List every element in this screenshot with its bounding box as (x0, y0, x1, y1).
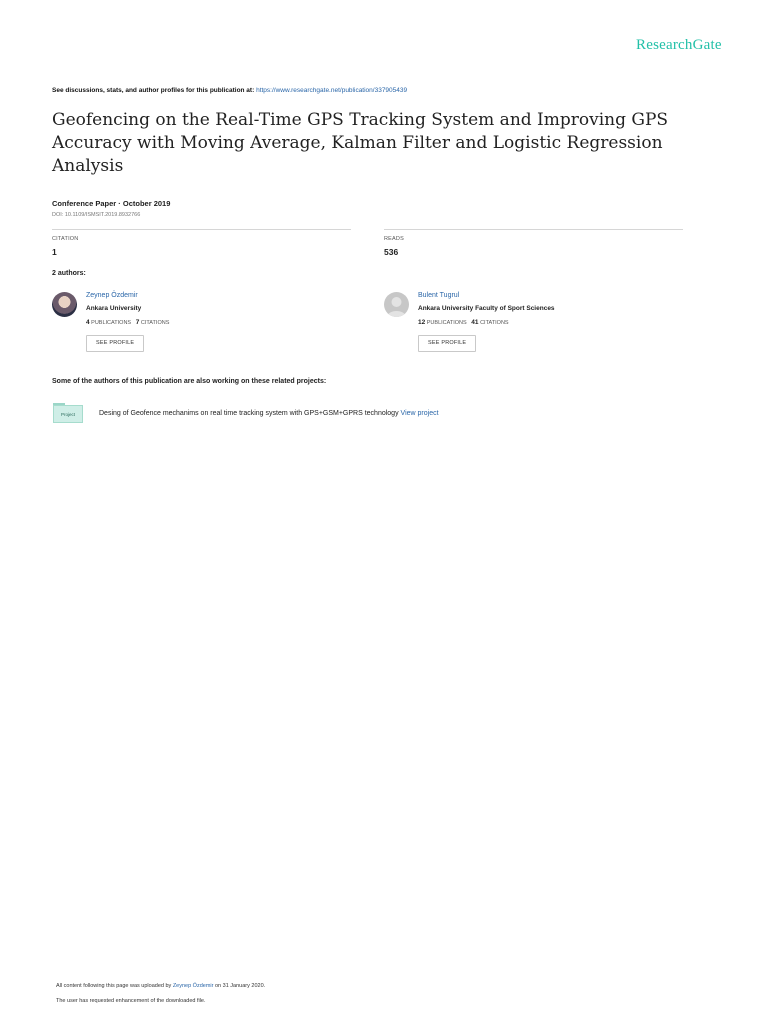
publications-count: 12 (418, 319, 426, 326)
citation-label: CITATION (52, 236, 79, 242)
publication-url-link[interactable]: https://www.researchgate.net/publication/337905439 (256, 87, 408, 94)
citations-count: 7 (135, 319, 140, 326)
doi-text: DOI: 10.1109/ISMSIT.2019.8932766 (52, 212, 141, 218)
publication-url-line (52, 87, 407, 94)
reads-divider (384, 229, 683, 230)
upload-suffix: on 31 January 2020. (215, 983, 266, 989)
author-stats (418, 319, 509, 326)
see-discussions-text: See discussions, stats, and author profiles for this publication at: (52, 87, 255, 94)
paper-title: Geofencing on the Real-Time GPS Tracking System and Improving GPS Accuracy with Moving Average, Kalman Filter and Logistic Regression Analysis (52, 110, 669, 176)
authors-heading: 2 authors: (52, 270, 86, 277)
citation-count: 1 (52, 247, 57, 257)
citations-count: 41 (471, 319, 479, 326)
upload-note (56, 983, 265, 989)
publications-label: PUBLICATIONS (91, 320, 132, 326)
project-folder-icon (53, 403, 83, 423)
publications-count: 4 (86, 319, 90, 326)
citations-label: CITATIONS (140, 320, 170, 326)
citation-divider (52, 229, 351, 230)
project-title: Desing of Geofence mechanims on real time tracking system with GPS+GSM+GPRS technology (99, 410, 399, 417)
author-stats (86, 319, 169, 326)
view-project-link[interactable]: View project (400, 410, 439, 417)
reads-label: READS (384, 236, 404, 242)
related-projects-heading: Some of the authors of this publication are also working on these related projects: (52, 378, 327, 385)
person-icon (384, 292, 409, 317)
author-name-link[interactable]: Bulent Tugrul (418, 292, 460, 299)
project-icon-label: Project (53, 405, 83, 423)
related-project-item (99, 410, 439, 417)
uploader-link[interactable]: Zeynep Özdemir (172, 983, 214, 989)
see-profile-button[interactable]: SEE PROFILE (418, 335, 476, 352)
researchgate-logo: ResearchGate (636, 37, 722, 53)
upload-prefix: All content following this page was uploaded by (56, 983, 172, 989)
reads-count: 536 (384, 247, 399, 257)
author-name-link[interactable]: Zeynep Özdemir (86, 292, 138, 299)
publications-label: PUBLICATIONS (426, 320, 467, 326)
paper-type-date: Conference Paper · October 2019 (52, 199, 171, 208)
enhancement-note: The user has requested enhancement of the downloaded file. (56, 998, 206, 1004)
author-avatar-placeholder[interactable] (384, 292, 409, 317)
see-profile-button[interactable]: SEE PROFILE (86, 335, 144, 352)
author-institution: Ankara University (86, 305, 142, 312)
citations-label: CITATIONS (480, 320, 509, 326)
author-avatar[interactable] (52, 292, 77, 317)
author-institution: Ankara University Faculty of Sport Sciences (418, 305, 555, 312)
